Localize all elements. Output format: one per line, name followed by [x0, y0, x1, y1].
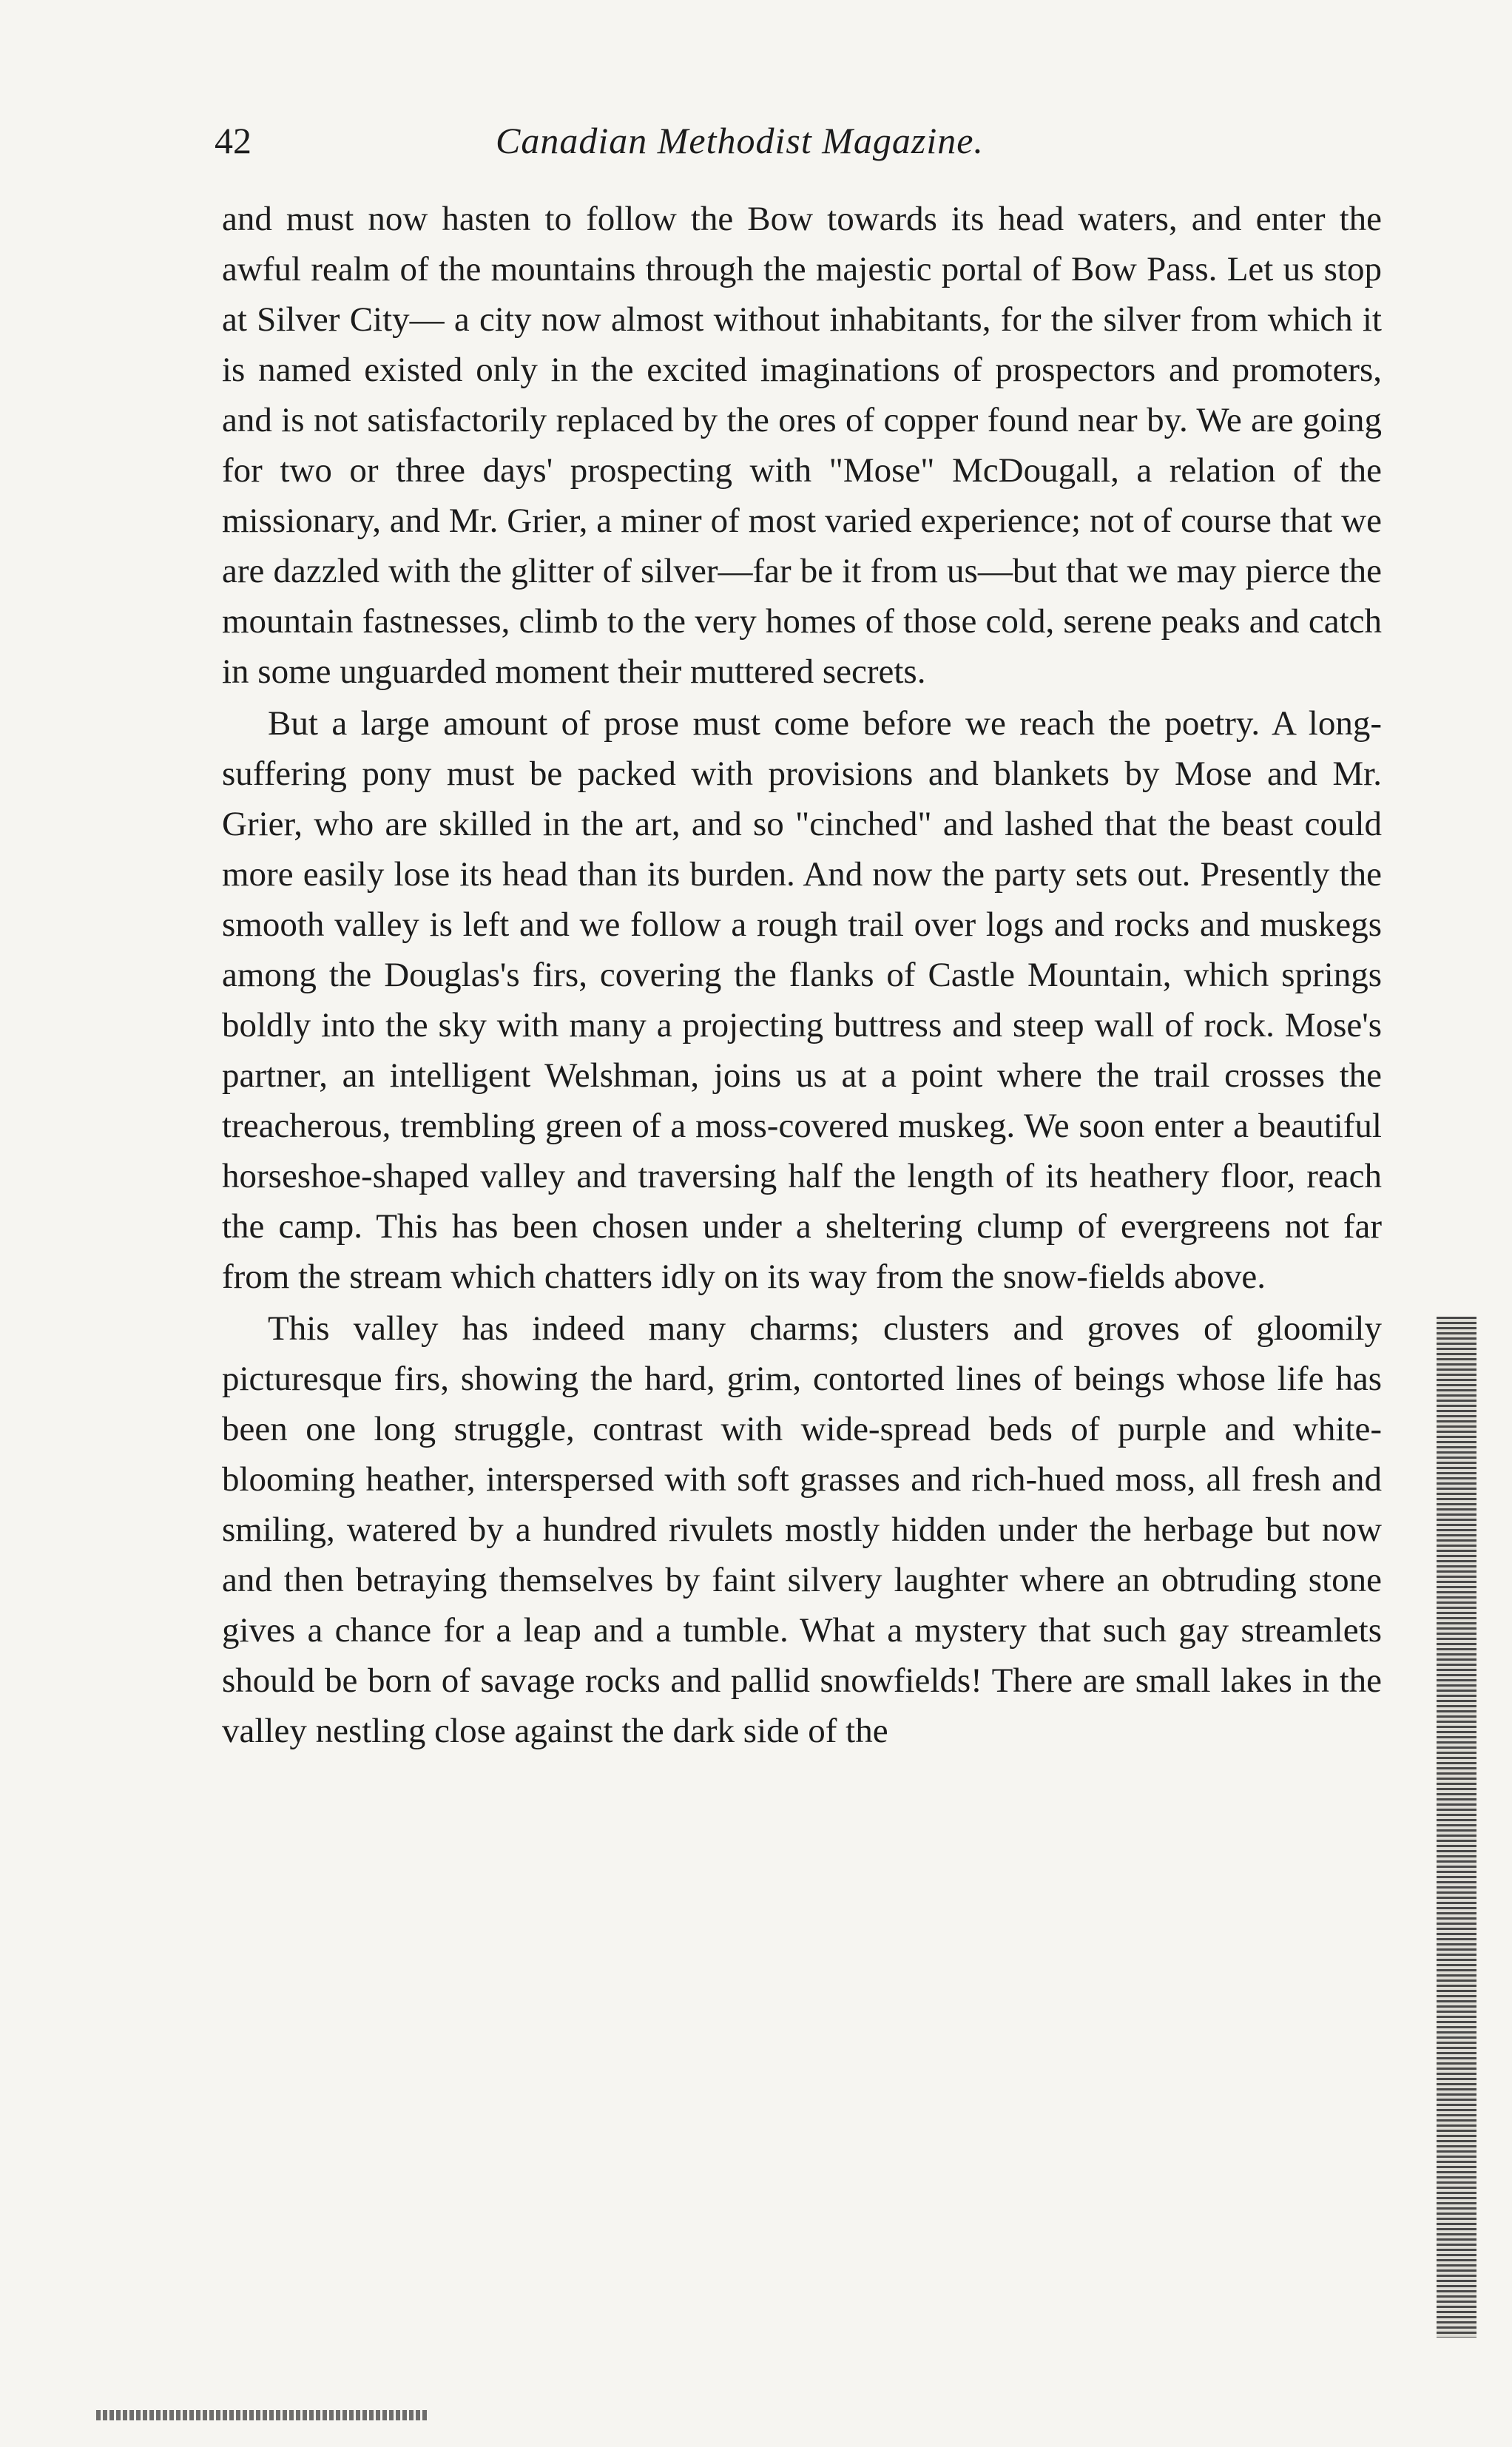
scan-bottom-artifact — [96, 2410, 429, 2420]
scan-edge-artifact — [1437, 1317, 1476, 2338]
paragraph-3: This valley has indeed many charms; clusters and groves of gloomily picturesque firs, showing the hard, grim, contorted lines of beings whose life has been one long struggle, contrast with wide-spread beds of purple and white-blooming heather, interspersed with soft grasses and rich-hued moss, all fresh and smiling, watered by a hundred rivulets mostly hidden under the herbage but now and then betraying themselves by faint silvery laughter where an obtruding stone gives a chance for a leap and a tumble. What a mystery that such gay streamlets should be born of savage rocks and pallid snowfields! There are small lakes in the valley nestling close against the dark side of the — [222, 1309, 1382, 1750]
article-body — [222, 194, 1382, 1756]
magazine-title: Canadian Methodist Magazine. — [496, 120, 984, 161]
paragraph-1: and must now hasten to follow the Bow towards its head waters, and enter the awful realm of the mountains through the majestic portal of Bow Pass. Let us stop at Silver City— a city now almost without inhabitants, for the silver from which it is named existed only in the excited imaginations of prospectors and promoters, and is not satisfactorily replaced by the ores of copper found near by. We are going for two or three days' prospecting with "Mose" McDougall, a relation of the missionary, and Mr. Grier, a miner of most varied experience; not of course that we are dazzled with the glitter of silver—far be it from us—but that we may pierce the mountain fastnesses, climb to the very homes of those cold, serene peaks and catch in some unguarded moment their muttered secrets. — [222, 200, 1382, 691]
running-head — [215, 111, 1368, 170]
page-number: 42 — [215, 120, 252, 161]
paragraph-2: But a large amount of prose must come before we reach the poetry. A long-suffering pony must be packed with provisions and blankets by Mose and Mr. Grier, who are skilled in the art, and so "cinched" and lashed that the beast could more easily lose its head than its burden. And now the party sets out. Presently the smooth valley is left and we follow a rough trail over logs and rocks and muskegs among the Douglas's firs, covering the flanks of Castle Mountain, which springs boldly into the sky with many a projecting buttress and steep wall of rock. Mose's partner, an intelligent Welshman, joins us at a point where the trail crosses the treacherous, trembling green of a moss-covered muskeg. We soon enter a beautiful horseshoe-shaped valley and traversing half the length of its heathery floor, reach the camp. This has been chosen under a sheltering clump of evergreens not far from the stream which chatters idly on its way from the snow-fields above. — [222, 704, 1382, 1296]
